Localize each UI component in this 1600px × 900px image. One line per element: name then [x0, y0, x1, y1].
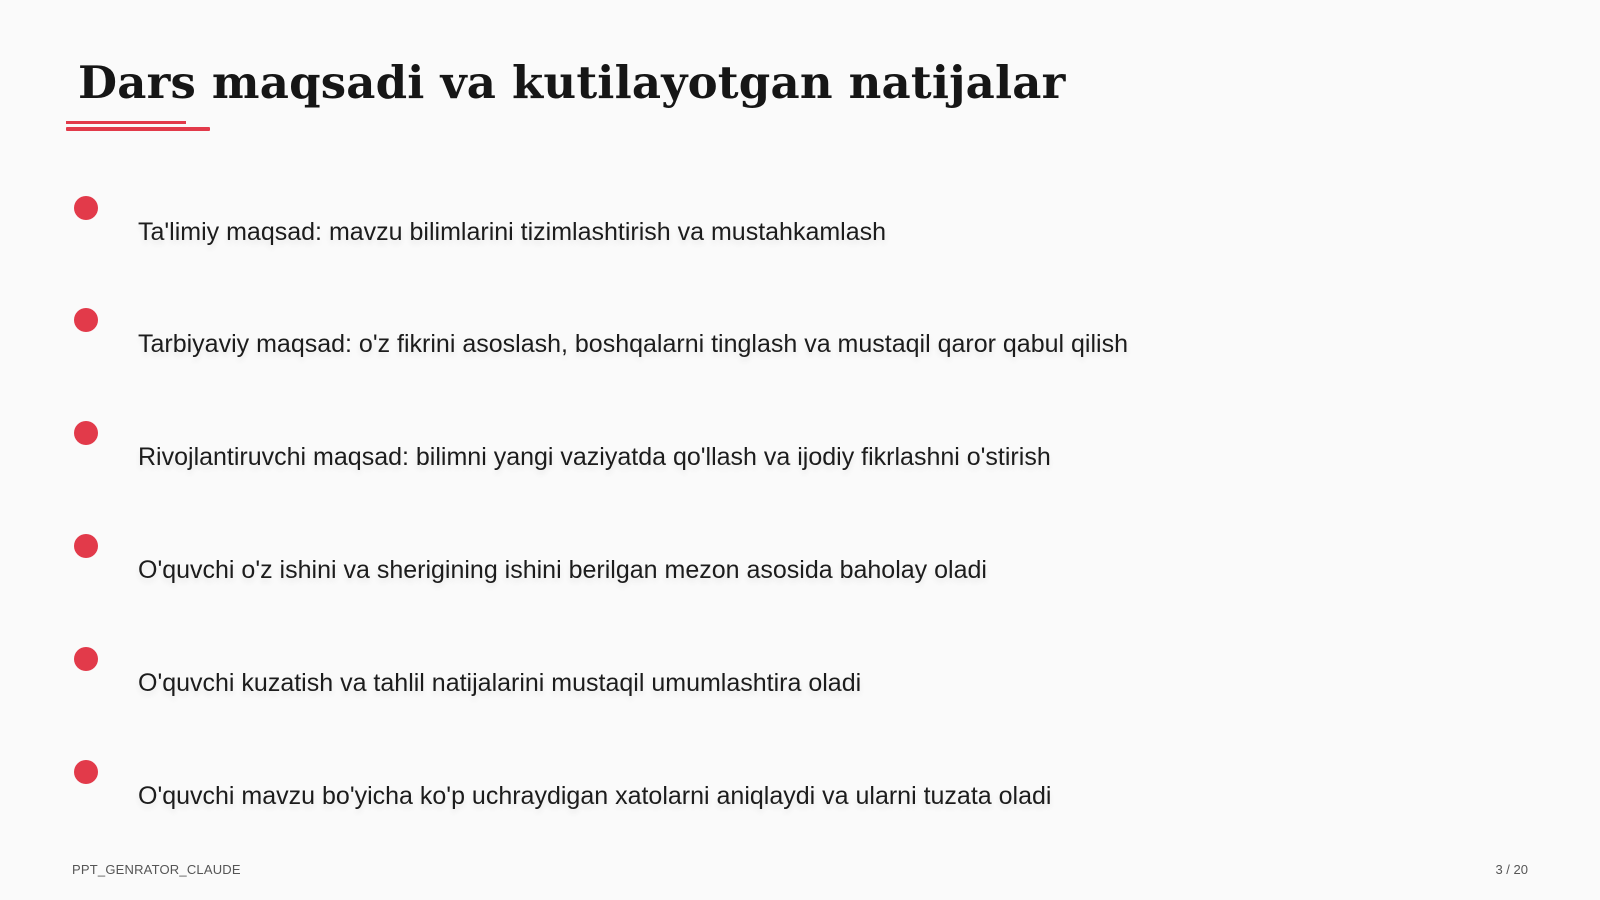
bullet-item [74, 308, 1524, 368]
bullet-text: Tarbiyaviy maqsad: o'z fikrini asoslash, boshqalarni tinglash va mustaqil qaror qabul qilish [138, 330, 1128, 358]
bullet-item [74, 647, 1524, 707]
bullet-text: O'quvchi o'z ishini va sherigining ishini berilgan mezon asosida baholay oladi [138, 556, 987, 584]
bullet-dot-icon [74, 196, 98, 220]
bullet-dot-icon [74, 647, 98, 671]
bullet-dot-icon [74, 534, 98, 558]
bullet-dot-icon [74, 760, 98, 784]
bullet-item [74, 534, 1524, 594]
slide-title: Dars maqsadi va kutilayotgan natijalar [78, 56, 1066, 109]
page-indicator: 3 / 20 [1495, 862, 1528, 877]
bullet-text: O'quvchi mavzu bo'yicha ko'p uchraydigan xatolarni aniqlaydi va ularni tuzata oladi [138, 782, 1052, 810]
bullet-text: O'quvchi kuzatish va tahlil natijalarini mustaqil umumlashtira oladi [138, 669, 862, 697]
bullet-text: Rivojlantiruvchi maqsad: bilimni yangi vaziyatda qo'llash va ijodiy fikrlashni o'stirish [138, 443, 1051, 471]
bullet-text: Ta'limiy maqsad: mavzu bilimlarini tizimlashtirish va mustahkamlash [138, 218, 887, 246]
bullet-item [74, 196, 1524, 256]
footer-brand: PPT_GENRATOR_CLAUDE [72, 862, 241, 877]
bullet-item [74, 421, 1524, 481]
bullet-dot-icon [74, 308, 98, 332]
bullet-dot-icon [74, 421, 98, 445]
bullet-item [74, 760, 1524, 820]
